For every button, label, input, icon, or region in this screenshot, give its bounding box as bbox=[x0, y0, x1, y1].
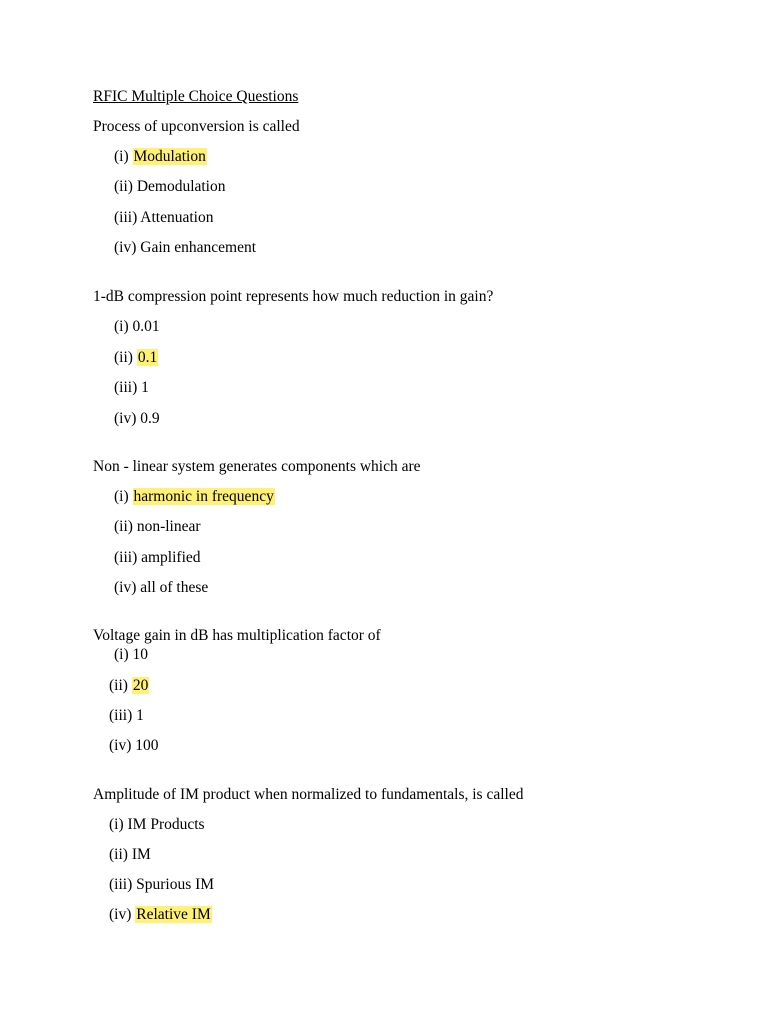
option-text-highlighted: harmonic in frequency bbox=[133, 488, 274, 505]
option-text-highlighted: Modulation bbox=[133, 148, 206, 165]
option-number: (i) bbox=[109, 816, 124, 833]
question-4-option-1 bbox=[114, 646, 148, 664]
option-number: (iii) bbox=[114, 379, 138, 396]
question-1-option-2 bbox=[114, 178, 226, 196]
option-number: (i) bbox=[114, 148, 129, 165]
question-3-text: Non - linear system generates components which are bbox=[93, 458, 421, 475]
question-4-option-2 bbox=[109, 677, 149, 695]
option-number: (iv) bbox=[114, 239, 137, 256]
question-3-option-3 bbox=[114, 549, 201, 567]
option-number: (i) bbox=[114, 318, 129, 335]
option-number: (iii) bbox=[109, 876, 133, 893]
option-text: Gain enhancement bbox=[140, 239, 257, 256]
question-1-option-3 bbox=[114, 209, 213, 227]
question-3-option-1 bbox=[114, 488, 275, 506]
option-text: 10 bbox=[132, 646, 149, 663]
question-2-option-1 bbox=[114, 318, 160, 336]
question-4-option-3 bbox=[109, 707, 144, 725]
option-text: 100 bbox=[135, 737, 159, 754]
question-4-text: Voltage gain in dB has multiplication factor of bbox=[93, 627, 381, 644]
question-1-option-4 bbox=[114, 239, 256, 257]
option-text: all of these bbox=[140, 579, 209, 596]
option-number: (iii) bbox=[109, 707, 133, 724]
option-text: amplified bbox=[141, 549, 201, 566]
option-number: (ii) bbox=[114, 178, 133, 195]
option-text: Spurious IM bbox=[136, 876, 215, 893]
question-2-option-3 bbox=[114, 379, 149, 397]
option-number: (iv) bbox=[114, 410, 137, 427]
option-text: 0.01 bbox=[132, 318, 160, 335]
option-text: Attenuation bbox=[140, 209, 214, 226]
option-number: (ii) bbox=[109, 846, 128, 863]
option-number: (iv) bbox=[109, 906, 132, 923]
option-text-highlighted: 20 bbox=[132, 677, 149, 694]
option-number: (i) bbox=[114, 646, 129, 663]
option-number: (i) bbox=[114, 488, 129, 505]
option-number: (ii) bbox=[114, 349, 133, 366]
question-2-option-2 bbox=[114, 349, 158, 367]
question-2-option-4 bbox=[114, 410, 160, 428]
option-text: 1 bbox=[141, 379, 149, 396]
option-text: IM bbox=[131, 846, 151, 863]
question-2-text: 1-dB compression point represents how much reduction in gain? bbox=[93, 288, 494, 305]
option-text: Demodulation bbox=[136, 178, 226, 195]
option-text: IM Products bbox=[127, 816, 205, 833]
question-4-option-4 bbox=[109, 737, 159, 755]
question-3-option-2 bbox=[114, 518, 201, 536]
option-number: (iv) bbox=[109, 737, 132, 754]
question-1-text: Process of upconversion is called bbox=[93, 118, 300, 135]
question-5-option-1 bbox=[109, 816, 205, 834]
option-text-highlighted: 0.1 bbox=[137, 349, 158, 366]
question-5-text: Amplitude of IM product when normalized to fundamentals, is called bbox=[93, 786, 524, 803]
document-title: RFIC Multiple Choice Questions bbox=[93, 88, 299, 105]
option-number: (ii) bbox=[114, 518, 133, 535]
option-text-highlighted: Relative IM bbox=[136, 906, 211, 923]
option-text: non-linear bbox=[136, 518, 201, 535]
option-number: (iii) bbox=[114, 209, 138, 226]
option-number: (ii) bbox=[109, 677, 128, 694]
question-5-option-3 bbox=[109, 876, 214, 894]
option-text: 1 bbox=[136, 707, 144, 724]
question-5-option-4 bbox=[109, 906, 212, 924]
question-5-option-2 bbox=[109, 846, 151, 864]
question-1-option-1 bbox=[114, 148, 207, 166]
option-number: (iv) bbox=[114, 579, 137, 596]
question-3-option-4 bbox=[114, 579, 208, 597]
option-text: 0.9 bbox=[140, 410, 160, 427]
option-number: (iii) bbox=[114, 549, 138, 566]
